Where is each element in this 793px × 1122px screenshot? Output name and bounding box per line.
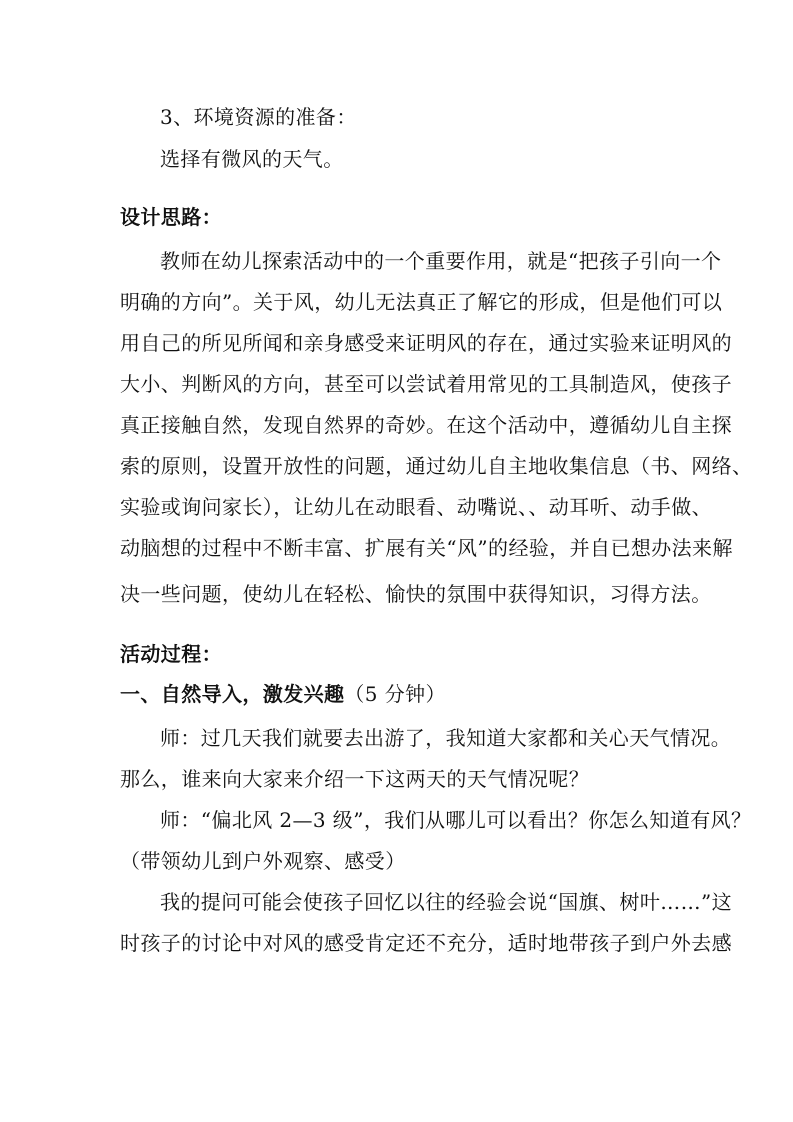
- step1-time: （5 分钟）: [344, 682, 446, 706]
- step1-title: 一、自然导入，激发兴趣: [120, 682, 345, 706]
- design-heading: 设计思路：: [120, 205, 222, 229]
- paragraph-line: 明确的方向”。关于风，幼儿无法真正了解它的形成，但是他们可以: [120, 290, 723, 314]
- paragraph-line: （带领幼儿到户外观察、感受）: [120, 849, 406, 873]
- paragraph-line: 时孩子的讨论中对风的感受肯定还不充分，适时地带孩子到户外去感: [120, 931, 732, 955]
- paragraph-line: 决一些问题，使幼儿在轻松、愉快的氛围中获得知识，习得方法。: [120, 582, 712, 606]
- paragraph-line: 教师在幼儿探索活动中的一个重要作用，就是“把孩子引向一个: [160, 249, 722, 273]
- process-heading: 活动过程：: [120, 642, 222, 666]
- paragraph-line: 用自己的所见所闻和亲身感受来证明风的存在，通过实验来证明风的: [120, 331, 732, 355]
- env-section-body: 选择有微风的天气。: [160, 147, 344, 171]
- paragraph-line: 动脑想的过程中不断丰富、扩展有关“风”的经验，并自已想办法来解: [120, 536, 733, 560]
- env-section-heading: 3、环境资源的准备：: [160, 105, 357, 129]
- paragraph-line: 真正接触自然，发现自然界的奇妙。在这个活动中，遵循幼儿自主探: [120, 413, 732, 437]
- paragraph-line: 师：“偏北风 2—3 级”，我们从哪儿可以看出？你怎么知道有风？: [160, 808, 752, 832]
- paragraph-line: 索的原则，设置开放性的问题，通过幼儿自主地收集信息（书、网络、: [120, 454, 753, 478]
- paragraph-line: 我的提问可能会使孩子回忆以往的经验会说“国旗、树叶……”这: [160, 890, 733, 914]
- paragraph-line: 大小、判断风的方向，甚至可以尝试着用常见的工具制造风，使孩子: [120, 372, 732, 396]
- paragraph-line: 师：过几天我们就要去出游了，我知道大家都和关心天气情况。: [160, 726, 732, 750]
- paragraph-line: 那么，谁来向大家来介绍一下这两天的天气情况呢？: [120, 767, 590, 791]
- paragraph-line: 实验或询问家长），让幼儿在动眼看、动嘴说、、动耳听、动手做、: [120, 495, 712, 519]
- step1-heading: [120, 680, 680, 708]
